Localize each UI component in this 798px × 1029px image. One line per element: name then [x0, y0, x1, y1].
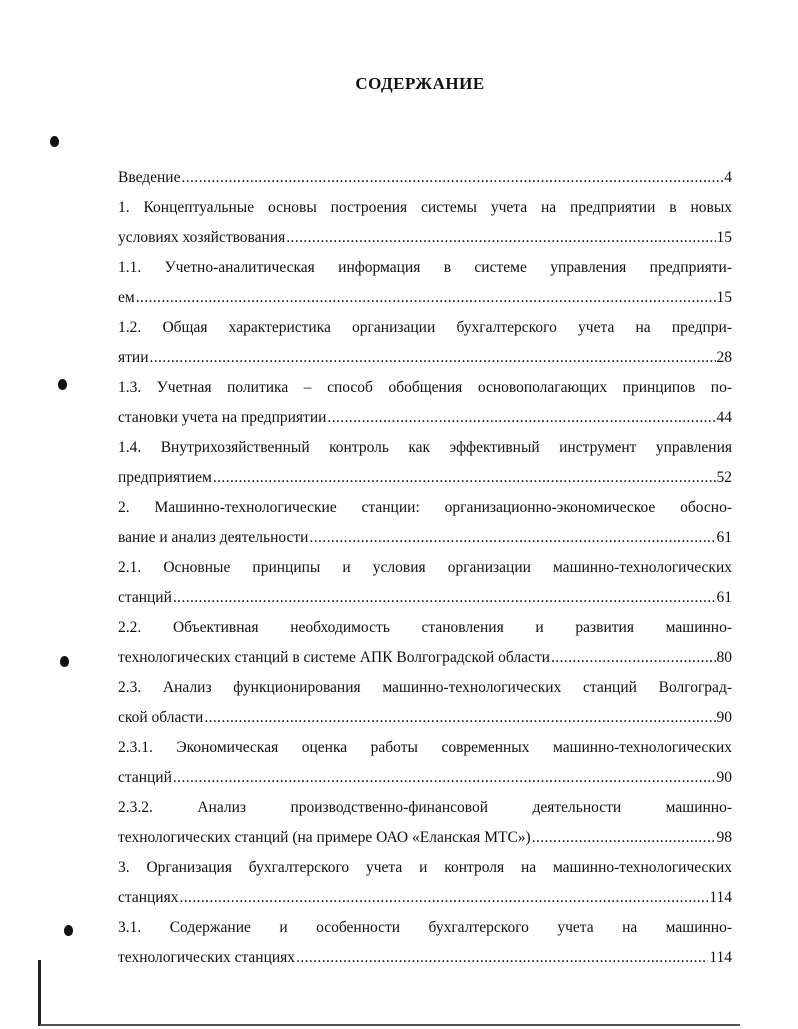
toc-entry-title: технологических станций в системе АПК Волгоградской области [118, 649, 550, 666]
leader-dots [181, 163, 723, 193]
toc-entry-title: 2.2. Объективная необходимость становления и развития машинно- [118, 619, 732, 636]
toc-entry-title: технологических станциях [118, 949, 296, 966]
leader-dots [180, 883, 709, 913]
toc-entry[interactable] [118, 163, 732, 193]
toc-page-number: 4 [724, 169, 732, 186]
toc-page-number: 90 [716, 709, 732, 726]
binder-hole-mark [64, 925, 73, 936]
leader-dots [309, 523, 715, 553]
binder-hole-mark [50, 136, 59, 147]
toc-entry-title: 1. Концептуальные основы построения системы учета на предприятии в новых [118, 199, 732, 216]
toc-entry-title: ятии [118, 349, 149, 366]
toc-page-number: 80 [716, 649, 732, 666]
toc-page-number: 15 [716, 289, 732, 306]
toc-entry-title: технологических станций (на примере ОАО «Еланская МТС») [118, 829, 531, 846]
toc-page-number: 114 [709, 889, 732, 906]
leader-dots [173, 583, 716, 613]
leader-dots [286, 223, 715, 253]
toc-entry[interactable] [118, 313, 732, 373]
toc-entry-title: 3. Организация бухгалтерского учета и контроля на машинно-технологических [118, 859, 732, 876]
toc-entry[interactable] [118, 733, 732, 793]
toc-entry[interactable] [118, 253, 732, 313]
table-of-contents [118, 163, 732, 973]
toc-entry[interactable] [118, 673, 732, 733]
leader-dots [136, 283, 716, 313]
toc-entry[interactable] [118, 553, 732, 613]
leader-dots [213, 463, 716, 493]
toc-entry-title: Введение [118, 169, 181, 186]
leader-dots [204, 703, 715, 733]
toc-entry-title: 2.3. Анализ функционирования машинно-технологических станций Волгоград- [118, 679, 732, 696]
toc-page-number: 15 [716, 229, 732, 246]
toc-entry-title: станций [118, 589, 172, 606]
toc-page-number: 98 [716, 829, 732, 846]
toc-entry[interactable] [118, 793, 732, 853]
toc-page-number: 44 [716, 409, 732, 426]
toc-entry[interactable] [118, 433, 732, 493]
toc-entry-title: 1.1. Учетно-аналитическая информация в системе управления предприяти- [118, 259, 732, 276]
toc-page-number: 114 [709, 949, 732, 966]
toc-entry[interactable] [118, 373, 732, 433]
binder-hole-mark [60, 656, 69, 667]
toc-entry-title: 2. Машинно-технологические станции: организационно-экономическое обосно- [118, 499, 732, 516]
toc-entry-title: станций [118, 769, 172, 786]
toc-entry-title: условиях хозяйствования [118, 229, 286, 246]
leader-dots [327, 403, 715, 433]
toc-page-number: 90 [716, 769, 732, 786]
leader-dots [173, 763, 716, 793]
toc-entry-title: 3.1. Содержание и особенности бухгалтерского учета на машинно- [118, 919, 732, 936]
toc-entry[interactable] [118, 853, 732, 913]
toc-entry-title: 2.3.1. Экономическая оценка работы современных машинно-технологических [118, 739, 732, 756]
toc-page-number: 52 [716, 469, 732, 486]
toc-entry-title: 1.4. Внутрихозяйственный контроль как эффективный инструмент управления [118, 439, 732, 456]
scan-bottom-line [40, 1024, 740, 1026]
toc-entry-title: 2.3.2. Анализ производственно-финансовой деятельности машинно- [118, 799, 732, 816]
leader-dots [551, 643, 716, 673]
binder-hole-mark [58, 379, 67, 390]
toc-entry[interactable] [118, 493, 732, 553]
leader-dots [296, 943, 708, 973]
toc-entry[interactable] [118, 613, 732, 673]
toc-entry[interactable] [118, 193, 732, 253]
toc-entry-title: 1.3. Учетная политика – способ обобщения основополагающих принципов по- [118, 379, 732, 396]
toc-entry-title: 1.2. Общая характеристика организации бухгалтерского учета на предпри- [118, 319, 732, 336]
toc-entry-title: становки учета на предприятии [118, 409, 327, 426]
scan-edge-line [38, 960, 41, 1026]
toc-page-number: 61 [716, 529, 732, 546]
toc-entry-title: станциях [118, 889, 179, 906]
page-title: СОДЕРЖАНИЕ [355, 74, 485, 93]
toc-entry-title: вание и анализ деятельности [118, 529, 309, 546]
leader-dots [150, 343, 716, 373]
leader-dots [532, 823, 716, 853]
toc-entry-title: 2.1. Основные принципы и условия организации машинно-технологических [118, 559, 732, 576]
toc-page-number: 28 [716, 349, 732, 366]
toc-entry-title: ской области [118, 709, 204, 726]
toc-entry-title: предприятием [118, 469, 212, 486]
toc-entry[interactable] [118, 913, 732, 973]
toc-page-number: 61 [716, 589, 732, 606]
toc-entry-title: ем [118, 289, 135, 306]
